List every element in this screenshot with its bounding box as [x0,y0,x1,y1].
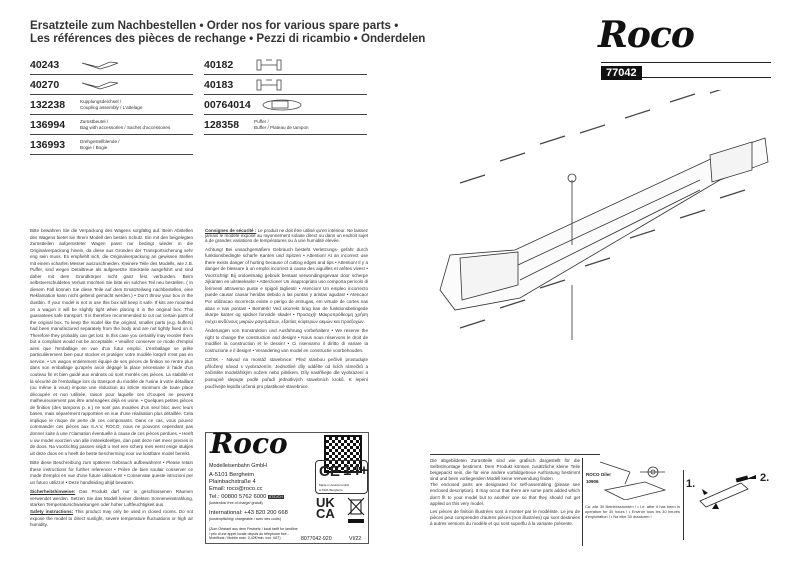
grab-handle-part [670,94,695,102]
part-description-line-1: Puffer / [254,119,269,125]
grab-handle-part [720,190,745,198]
safety-fr-label: Consignes de sécurité : [205,228,257,233]
roco-logo: Roco [598,14,694,56]
grab-handle-part [710,90,735,93]
parts-notice-en: The enclosed parts are designated for self-assembling (please see enclosed description). It may occur that there are some parts added which don't fit to your model but to another one so that they should not get applied on this very model. [430,482,580,506]
part-number: 132238 [30,98,66,111]
part-description [80,99,142,110]
phone [209,494,284,500]
address-line-1: A-5101 Bergheim [209,472,255,478]
part-description-line-2: Coupling assembly / L'attelage [80,104,143,110]
wheelset-drawing-icon [254,78,294,92]
parts-notice [430,458,580,527]
keep-instructions-text: Bitte diese Beschreibung zum späteren Gebrauch aufbewahren! • Please retain these instructions for further reference! • Prière de bien soulair conserver ce mode d'emploi en vue d'une future utilisation! • Conservate queste istruzioni per un futuro utilizzo! • Deze handleiding altijd bewaren. [30,460,193,485]
document-code: 8077042-920 [301,536,332,542]
article-number: 77042 [601,66,642,80]
part-row [30,95,193,115]
wheelset-drawing-icon [254,58,294,72]
part-number: 136993 [30,138,66,151]
header-line-1: Ersatzteile zum Nachbestellen • Order nos for various spare parts • [30,19,399,32]
grab-handle-part [625,110,650,118]
oiler-name: ROCO Oiler [586,472,612,477]
part-number: 40270 [30,78,60,91]
packaging-text: Bitte bewahren Sie die Verpackung des Wagens sorgfältig auf. Beim Abstellen des Wagens bietet sie Ihrem Modell den besten Schutz. Ein mit den beigelegten Zurüstteilen aufgerüsteter Wagen passt nur bedingt wieder in die Originalverpackung hinein, da diese aus Gründen der Transportsicherung sehr eng sein muss. Es empfiehlt sich, die Originalverpackung an gewissen Stellen mit einem scharfen Messer auszuschneiden. Kleinere Teile des Modells, wie z.B. Puffer, sind wegen Detailtreue als aufgesetzte Steckteile ausgeführt und sind daher mit dem Grundkörper nicht ganz fest verbunden. Beim selbstverschuldeten Verlust möchten Sie bitte ein solches Teil neu bestellen. ( In diesem Fall können Sie diese Teile auf dem Ersatzteilweg nachbestellen, eine Reklamation kann nicht geltend gemacht werden.) • Don't throw your box in the dustbin. If your model is not in use this box will keep it safe. If kits are mounted on a wagon it will be slightly tight when placing it in the original box. This guarantees safe transport. It is therefore recommended to cut out certain parts of the original box. To keep the model like the original, smaller parts (e.g. buffers) had been manufactured separately from the body and are not tightly fixed on it. Therefore they probably can get lost. In this case you certainly may reorder them but a complaint would not be acceptable. • Veuillez conserver ce mode d'emploi ainsi que l'emballage en vue d'un futur emploi. L'emballage se prête particulièrement bien pour stocker et protéger votre modèle lorqu'il n'est pas en service. • Un wagon entièrement équipé de ses pièces de finition ne rentre plus dans son emballage qu'après avoir dégagé la place nécessaire à l'aide d'un couteau fin et bien guidé aux endroits où sont montés ces pièces. La stabilité et la sécurité de l'emballage lors du transport du modèle de l'usine à votre détaillant (ou même à vous) impose une réduction au stricte minimum de toute place découpée et non utilisée, raison pour laquelle ces d'coupes ne peuvent malheureusement pas être aménagées déjà en usine. • Quelques petites pièces de finition (des tampons p. e.) ne sont pas moulées d'un seul bloc avec leurs bases, mais séparément rapportées en vue d'une réalisation plus détaillée. Cela implique le risque de perte de ces composants. Dans ce cas, vous pouvez commander ces pièces aux S.A.V. ROCO; nous ne pouvons cependant pas donner suite à une r'clamation éventuelle à cause de ces pièces perdues. • Heeft u uw model voorzien van alle insteekdeeltjes, dan past deze niet meer precies in de doos. Na voorzichtig passen snijdt u met een scherp mes eerst enige stukjes uit deze doos en u heeft de beste bescherming voor uw kostbare model bereikt. [30,228,193,456]
part-description-line-2: Bag with accessories / Sachet d'accessoires [80,124,171,130]
part-description-line-1: Drehgestellblende / [80,139,120,145]
part-description-line-2: Buffer / Plateau de tampon [254,124,309,130]
weee-bin-icon [346,495,366,525]
coupling-drawing-icon [80,58,120,72]
part-description [80,119,170,130]
part-row [204,75,367,95]
warnings-text: Achtung! Bei unsachgemäßem Gebrauch besteht Verletzungs- gefahr durch funktionsbedingte scharfe Kanten und Spitzen • Attention! At an incorrect use there exists danger of hurting because of cutting edges and tips • Attention! Il y a danger de blessure à un emploi incorrect à cause des aiguilles et arêtes vives! • Voorzichtig! Bij ondoelmatig gebruik bestaat verwondingsgevaar door scherpe zijkanten en uitsteeksels! • Attenzione! Un inappropriato uso comporta pericolo di ferimenti attraverso punte e spigoli taglienti! • Atencion! Un empleo incorrecto puede causar causar heridas debido a las puntas y aristas agudas! • Atencao! Por utilizacao incorrecta existe o perigo de entrugas, em virtude de cortes nas abas e nas pontas! • Bemærk! Ved ukorrekt brug kan de funktionsbetingede skarpe kanter og spidser forvolde skade! • Προσοχή! Μακροπρόθεσμη χρήση ενέχει κινδύνους μικρών ραγισμάτων, εξαιτίας κοφτερών ακμών και προεξοχών. [205,246,368,324]
coupling-removal-drawing [686,473,776,513]
coupling-drawing-icon [80,78,120,92]
safety-de-text: Das Produkt darf nur in geschlossenen Räumen verwendet werden. Setzen Sie das Modell keiner direkten Sonneneinstrahlung, starken Temperaturschwankungen oder hoher Luftfeuchtigkeit aus. [30,489,193,508]
grab-handle-part [585,258,610,266]
divider [683,470,684,540]
safety-en-label: Safety instructions: [30,508,74,514]
part-description-line-1: Zurüstbeutel / [80,119,109,125]
safety-de-label: Sicherheitshinweise: [30,489,76,495]
tariff-note: (Zum Ortstarif aus dem Festnetz / local tariff for landline / prix d'une appel locale depuis du téléphone fixe - Mobilfunk / Mobile max. 0,42€/min. incl. VAT) [209,527,298,541]
part-row [204,95,367,115]
part-number: 136994 [30,118,66,131]
page-header [30,20,425,45]
divider [430,454,600,455]
grab-handle-part [680,210,705,218]
age-warning: 14+ [343,462,369,479]
grab-handle-part [460,175,485,183]
part-number: 40183 [204,78,234,91]
part-row [30,55,193,75]
oiler-note: Ca. alle 30 Betriebsstunden ! • I.e. after it has been in operation for 30 hours ! • Environ tous les 30 heures d'exploitation ! • Na elke 30 draaiuren ! [585,504,680,519]
safety-fr-text: Le produit ne doit être utilisé qu'en intérieur. Ne laissez jamais le modèle exposé au rayonnement solaire direct ou dans un endroit sujet à de grandes variations de températures ou à une humidité élevée. [205,228,368,244]
oiler-section [585,460,680,519]
contact-box [205,427,369,544]
international-note: (kostenpflichtig/ chargeable / avec des coûts) [209,517,281,521]
changes-text: Änderungen von Konstruktion und Ausführung vorbehalten! • We reserve the right to change the construction and design! • Nous nous réservons le droit de modifier la construction et le dessin! • Ci riserviamo il diritto di variare la costruzione e il design! • Verandering van model en constructie voorbehouden. [205,328,368,353]
safety-en-text: This product may only be used in closed rooms. Do not expose the model to direct sunlight, severe temperature fluctuations or high air humidity. [30,508,193,528]
version: VI/22 [349,536,362,542]
exploded-chassis-drawing [400,90,802,340]
part-row [30,135,193,155]
part-number: 40182 [204,58,234,71]
parts-notice-de: Die abgebildeten Zurüstteile sind wie grafisch dargestellt für die Selbstmontage bestimmt. Dem Produkt können zusätzliche kleine Teile beigepackt sein, die für eine andere vorbildgetreue Aufrüstung bestimmt sind und beim vorliegenden Modell keine Verwendung finden. [430,458,580,482]
part-row [30,75,193,95]
phone-badge: AT/D/CH [269,495,283,499]
part-row [204,55,367,75]
phone-note: (kostenlos/ free of charge/ gratuit) [209,501,263,505]
manufacturer-line-1: Made in Austria GmbH [319,483,350,487]
ukca-bottom: CA [316,506,335,521]
oiler-number: 10906 [586,479,599,484]
part-description [80,139,120,150]
phone-number: Tel.: 00800 5762 6000 [209,494,267,500]
ce-age-badge [315,460,368,494]
part-number: 00764014 [204,98,251,111]
company-name: Modelleisenbahn GmbH [209,463,267,469]
czsk-text: CZ/SK - Návod na montáž stavebnice: Před stavbou pečlivě prostudujte přiložený návod s vyobrazením. Jednotlivé díly oddělte od licích rámečků a začistěte modelářským nožem nebo pilníkem. Díly nastříkejte dle vyobrazení a postupně slepujte podle pořadí jednotlivých stavebních kroků. K lepení používejte lepidla určená pro plastikové stavebnice. [205,357,368,389]
grab-handle-part [540,136,565,144]
email: Email: roco@roco.cc [209,486,263,492]
parts-notice-fr: Les pièces de finition illustrées sont à monter par le modéliste. Le jeu de pièces peut comprendre d'autres pièces (non illustrées) qui sont destinées à autres versions du modèle et qui sont superflu à la variante présente. [430,508,580,526]
packaging-notes [30,228,193,532]
safety-de [30,489,193,509]
grab-handle-part [580,125,605,133]
part-row [30,115,193,135]
address-line-2: Plainbachstraße 4 [209,479,256,485]
part-row [204,115,367,135]
parts-table-left [30,55,193,155]
ukca-mark [316,497,335,519]
part-description-line-1: Kupplungsdeichsel / [80,99,122,105]
oiler-label [586,471,611,485]
contact-roco-logo: Roco [210,427,288,460]
grab-handle-part [500,153,525,161]
manufacturer-line-2: A-5101 Bergheim [319,488,343,492]
ukca-top: UK [316,495,335,510]
parts-table-right [204,55,367,135]
part-description [254,119,309,130]
grab-handle-part [460,320,485,328]
ce-mark: CE [319,463,340,480]
header-line-2: Les références des pièces de rechange • Pezzi di ricambio • Onderdelen [30,31,426,45]
warnings-column [205,228,368,393]
article-bar [601,62,771,78]
step-2-label: 2. [760,472,770,484]
traction-tyre-drawing-icon [262,98,302,112]
part-description-line-2: Bogie / Bogie [80,144,108,150]
divider [582,458,583,546]
step-1-label: 1. [686,478,696,490]
part-number: 128358 [204,118,240,131]
safety-en [30,509,193,529]
part-number: 40243 [30,58,60,71]
international-phone: International: +43 820 200 668 [209,510,288,516]
